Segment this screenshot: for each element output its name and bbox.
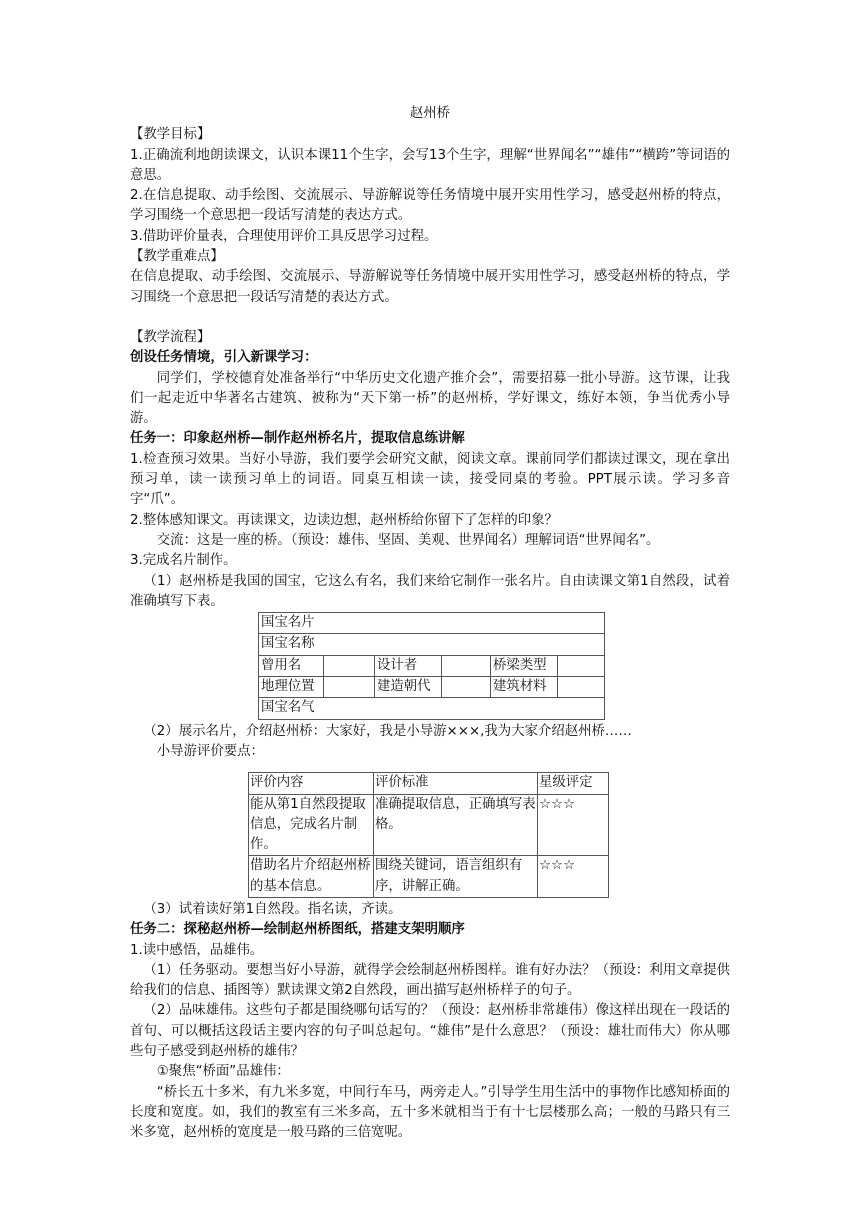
section-intro-heading: 创设任务情境，引入新课学习： <box>130 350 318 366</box>
task-one-step-3-2: （2）展示名片，介绍赵州桥：大家好，我是小导游×××,我为大家介绍赵州桥…… <box>143 723 632 739</box>
intro-paragraph: 同学们，学校德育处准备举行“中华历史文化遗产推介会”，需要招募一批小导游。这节课，让我们一起走近中华著名古建筑、被称为“天下第一桥”的赵州桥，学好课文，练好本领，争当优秀小导游。 <box>130 370 730 427</box>
task-two-focus-deck: ①聚焦“桥面”品雄伟： <box>156 1064 290 1080</box>
card-row-fame: 国宝名气 <box>259 698 605 719</box>
evaluation-table <box>248 772 609 898</box>
card-cell-material: 建筑材料 <box>491 677 558 698</box>
objective-1: 1.正确流利地朗读课文，认识本课11个生字，会写13个生字，理解“世界闻名”“雄伟”“横跨”等词语的意思。 <box>130 147 730 183</box>
eval-row-2-standard: 围绕关键词，语言组织有序，讲解正确。 <box>374 856 538 898</box>
heading-process: 【教学流程】 <box>130 329 211 345</box>
task-two-step-1-1: （1）任务驱动。要想当好小导游，就得学会绘制赵州桥图样。谁有好办法？（预设：利用文章提供给我们的信息、插图等）默读课文第2自然段，画出描写赵州桥样子的句子。 <box>130 962 730 999</box>
eval-header-rating: 星级评定 <box>538 773 609 794</box>
heading-key-points: 【教学重难点】 <box>130 249 224 265</box>
evaluation-label: 小导游评价要点： <box>156 743 264 759</box>
card-cell-empty <box>558 655 605 676</box>
eval-row-1-standard: 准确提取信息，正确填写表格。 <box>374 794 538 856</box>
eval-header-content: 评价内容 <box>249 773 374 794</box>
eval-row-2-rating: ☆☆☆ <box>538 856 609 898</box>
eval-row-1-content: 能从第1自然段提取信息，完成名片制作。 <box>249 794 374 856</box>
task-two-heading: 任务二：探秘赵州桥—绘制赵州桥图纸，搭建支架明顺序 <box>130 922 465 938</box>
card-row-title: 国宝名片 <box>259 613 605 634</box>
card-cell-bridge-type: 桥梁类型 <box>491 655 558 676</box>
heading-objectives: 【教学目标】 <box>130 127 211 143</box>
eval-row-1-rating: ☆☆☆ <box>538 794 609 856</box>
eval-header-standard: 评价标准 <box>374 773 538 794</box>
key-points-text: 在信息提取、动手绘图、交流展示、导游解说等任务情境中展开实用性学习，感受赵州桥的特点，学习围绕一个意思把一段话写清楚的表达方式。 <box>130 269 730 305</box>
eval-row-2-content: 借助名片介绍赵州桥的基本信息。 <box>249 856 374 898</box>
task-one-step-1: 1.检查预习效果。当好小导游，我们要学会研究文献，阅读文章。课前同学们都读过课文，现在拿出预习单，读一读预习单上的词语。同桌互相读一读，接受同桌的考验。PPT展示读。学习多音字“爪”。 <box>130 451 730 508</box>
document-title: 赵州桥 <box>409 106 451 121</box>
task-one-exchange: 交流：这是一座的桥。（预设：雄伟、坚固、美观、世界闻名）理解词语“世界闻名”。 <box>156 532 660 548</box>
objective-2: 2.在信息提取、动手绘图、交流展示、导游解说等任务情境中展开实用性学习，感受赵州桥的特点，学习围绕一个意思把一段话写清楚的表达方式。 <box>130 188 730 224</box>
task-one-step-3-3: （3）试着读好第1自然段。指名读，齐读。 <box>143 901 402 917</box>
card-cell-empty <box>442 655 491 676</box>
task-one-heading: 任务一：印象赵州桥—制作赵州桥名片，提取信息练讲解 <box>130 431 465 447</box>
task-two-step-1: 1.读中感悟，品雄伟。 <box>130 942 264 958</box>
card-cell-former-name: 曾用名 <box>259 655 324 676</box>
task-one-step-2: 2.整体感知课文。再读课文，边读边想，赵州桥给你留下了怎样的印象？ <box>130 512 558 528</box>
card-row-name: 国宝名称 <box>259 634 605 655</box>
objective-3: 3.借助评价量表，合理使用评价工具反思学习过程。 <box>130 228 438 244</box>
card-cell-empty <box>324 655 375 676</box>
task-one-step-3-1: （1）赵州桥是我国的国宝，它这么有名，我们来给它制作一张名片。自由读课文第1自然段，试着准确填写下表。 <box>130 573 730 609</box>
card-cell-empty <box>442 677 491 698</box>
document-page <box>130 104 730 1144</box>
card-cell-empty <box>324 677 375 698</box>
task-two-deck-quote: “桥长五十多米，有九米多宽，中间行车马，两旁走人。”引导学生用生活中的事物作比感知桥面的长度和宽度。如，我们的教室有三米多高，五十多米就相当于有十七层楼那么高；一般的马路只有三米多宽，赵州桥的宽度是一般马路的三倍宽呢。 <box>130 1084 730 1141</box>
card-cell-dynasty: 建造朝代 <box>375 677 442 698</box>
task-one-step-3: 3.完成名片制作。 <box>130 553 237 569</box>
card-cell-designer: 设计者 <box>375 655 442 676</box>
task-two-step-1-2: （2）品味雄伟。这些句子都是围绕哪句话写的？（预设：赵州桥非常雄伟）像这样出现在一段话的首句、可以概括这段话主要内容的句子叫总起句。“雄伟”是什么意思？（预设：雄壮而伟大）你从哪些句子感受到赵州桥的雄伟？ <box>130 1003 730 1060</box>
card-cell-empty <box>558 677 605 698</box>
card-cell-location: 地理位置 <box>259 677 324 698</box>
name-card-table <box>258 612 605 719</box>
